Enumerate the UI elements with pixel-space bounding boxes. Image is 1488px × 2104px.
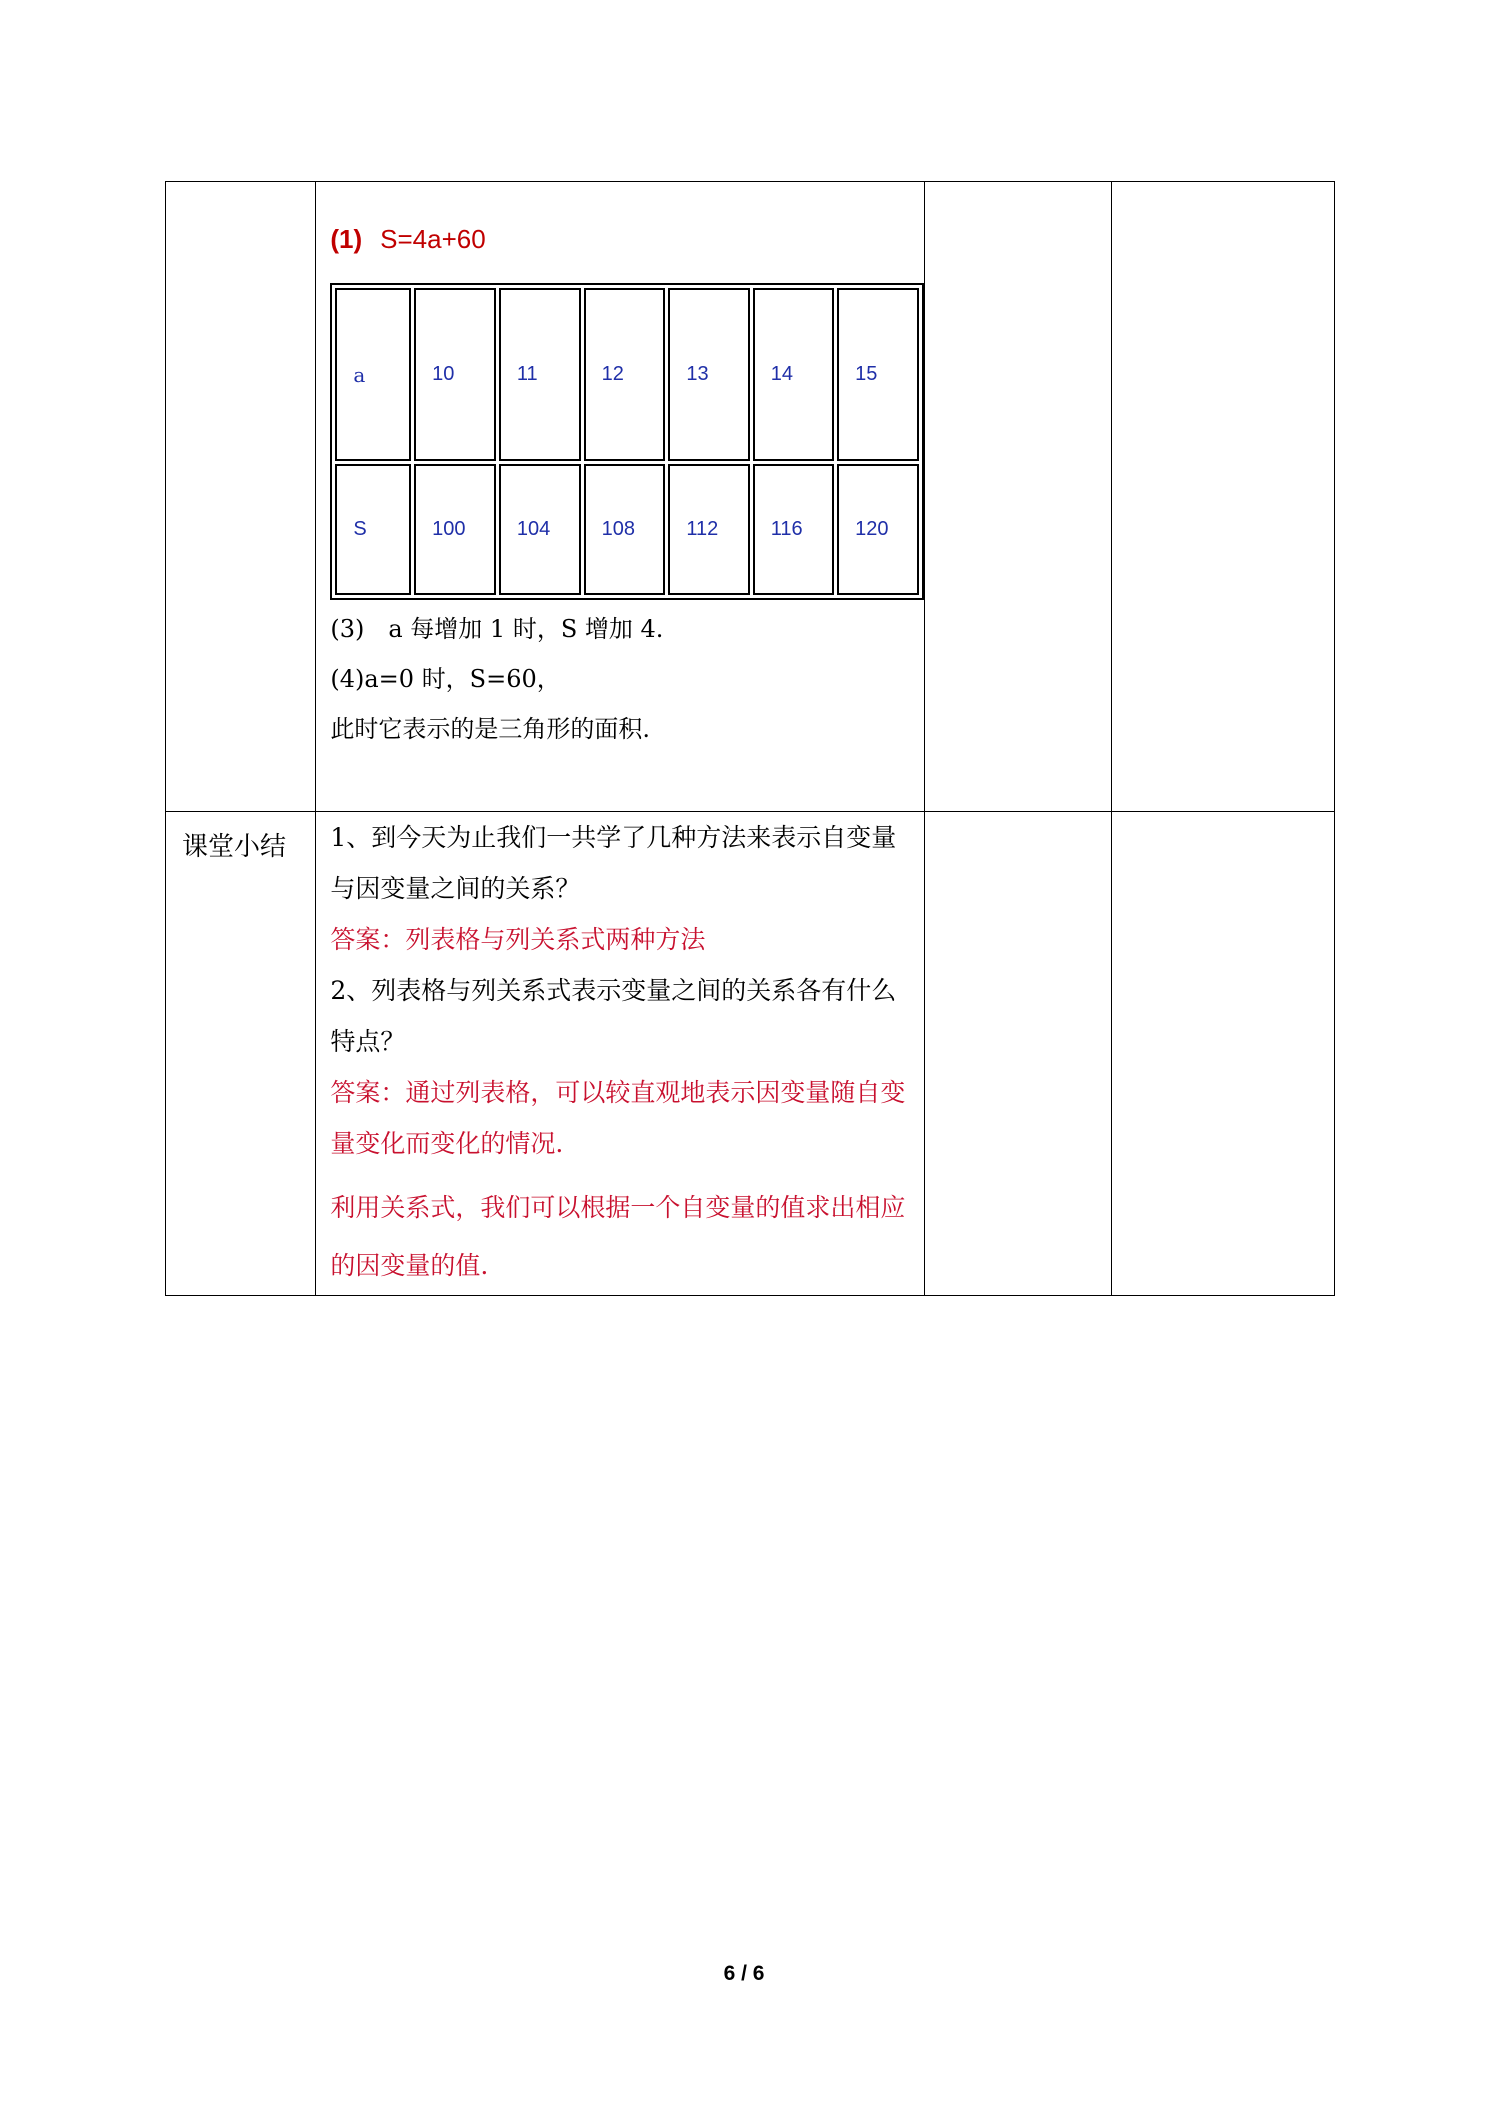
cell-a: 10 — [414, 288, 496, 461]
cell-a: 11 — [499, 288, 581, 461]
answer-line-4: (4)a=0 时，S=60， — [330, 665, 561, 693]
content-cell — [316, 812, 925, 1296]
value-table — [330, 283, 924, 600]
cell-a: 14 — [753, 288, 834, 461]
answer-line-3: (3) a 每增加 1 时，S 增加 4. — [330, 615, 664, 643]
lesson-table — [165, 181, 1335, 1296]
question-1: 1、到今天为止我们一共学了几种方法来表示自变量与因变量之间的关系？ — [330, 823, 897, 903]
page-number: 6 / 6 — [723, 1962, 765, 1985]
cell-a-header: a — [335, 288, 411, 461]
cell-s: 100 — [414, 464, 496, 595]
answer-line-5: 此时它表示的是三角形的面积. — [330, 715, 651, 743]
answer-3: 利用关系式，我们可以根据一个自变量的值求出相应的因变量的值. — [330, 1193, 906, 1280]
empty-cell — [924, 182, 1111, 812]
table-row — [166, 812, 1335, 1296]
cell-s: 104 — [499, 464, 581, 595]
section-label: 课堂小结 — [182, 832, 287, 862]
cell-a: 13 — [668, 288, 749, 461]
question-2: 2、列表格与列关系式表示变量之间的关系各有什么特点？ — [330, 976, 897, 1056]
label-cell — [166, 182, 316, 812]
empty-cell — [924, 812, 1111, 1296]
table-row-a — [335, 288, 919, 461]
cell-s: 112 — [668, 464, 749, 595]
cell-a: 12 — [584, 288, 666, 461]
cell-s: 116 — [753, 464, 834, 595]
table-row — [166, 182, 1335, 812]
content-cell — [316, 182, 925, 812]
cell-s: 120 — [837, 464, 919, 595]
answer-2: 答案：通过列表格，可以较直观地表示因变量随自变量变化而变化的情况. — [330, 1078, 906, 1158]
cell-s-header: S — [335, 464, 411, 595]
answer-1: 答案：列表格与列关系式两种方法 — [330, 925, 706, 954]
table-row-s — [335, 464, 919, 595]
label-cell — [166, 812, 316, 1296]
cell-s: 108 — [584, 464, 666, 595]
empty-cell — [1112, 182, 1335, 812]
empty-cell — [1112, 812, 1335, 1296]
cell-a: 15 — [837, 288, 919, 461]
formula: (1) S=4a+60 — [330, 224, 486, 254]
